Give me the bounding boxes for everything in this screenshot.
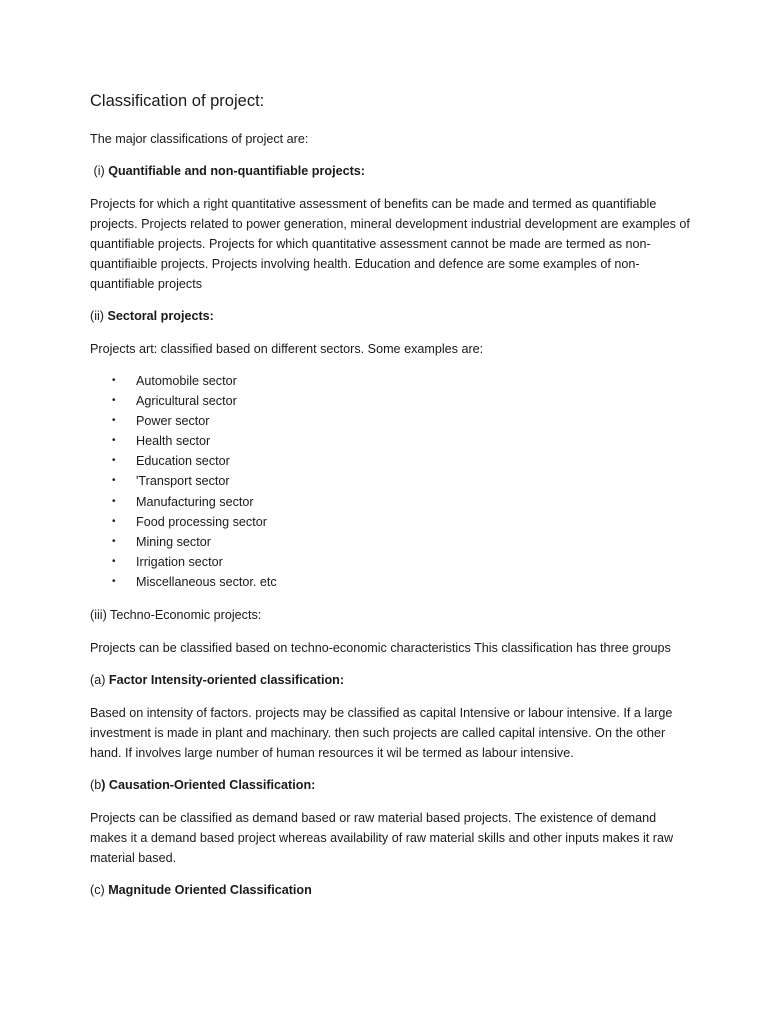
list-item xyxy=(90,532,690,552)
bullet-icon: • xyxy=(112,555,116,567)
bullet-icon: • xyxy=(112,535,116,547)
sub-c-heading xyxy=(90,880,690,900)
section-1-prefix: (i) xyxy=(90,164,109,178)
list-item-label: Miscellaneous sector. etc xyxy=(136,574,277,589)
section-1-title: Quantifiable and non-quantifiable projects: xyxy=(108,164,365,178)
section-1-heading xyxy=(90,161,690,181)
list-item-label: Irrigation sector xyxy=(136,554,223,569)
list-item-label: Health sector xyxy=(136,434,211,449)
sub-a-prefix: (a) xyxy=(90,673,109,688)
list-item-label: Manufacturing sector xyxy=(136,494,254,509)
sub-a-heading xyxy=(90,670,690,690)
list-item-label: Automobile sector xyxy=(136,374,237,388)
sub-a-body: Based on intensity of factors. projects may be classified as capital Intensive or labour intensive. If a large investment is made in plant and machinary. then such projects are called capital intensive. On the other hand. If involves large number of human resources it wil be termed as labour intensive. xyxy=(90,706,673,761)
list-item xyxy=(90,512,690,532)
sub-c-prefix: (c) xyxy=(90,883,109,898)
bullet-icon: • xyxy=(112,475,116,487)
bullet-icon: • xyxy=(112,415,116,427)
bullet-icon: • xyxy=(112,435,116,447)
sub-b-heading xyxy=(90,775,690,795)
sub-b-title: ) Causation-Oriented Classification: xyxy=(101,778,316,793)
bullet-icon: • xyxy=(112,515,116,527)
list-item xyxy=(90,492,690,512)
page-title: Classification of project: xyxy=(90,92,265,110)
document-page xyxy=(90,88,690,913)
list-item-label: Power sector xyxy=(136,414,210,429)
bullet-icon: • xyxy=(112,395,116,407)
list-item xyxy=(90,371,690,391)
sub-b-body: Projects can be classified as demand based or raw material based projects. The existence of demand makes it a demand based project whereas availability of raw material skills and other inputs makes it raw material based. xyxy=(90,811,674,866)
list-item xyxy=(90,451,690,471)
sector-list xyxy=(90,371,690,592)
intro-paragraph: The major classifications of project are: xyxy=(90,132,309,146)
section-2-body: Projects art: classified based on different sectors. Some examples are: xyxy=(90,342,484,356)
section-2-heading xyxy=(90,306,690,326)
section-2-title: Sectoral projects: xyxy=(107,309,214,323)
bullet-icon: • xyxy=(112,495,116,507)
list-item xyxy=(90,391,690,411)
list-item-label: Education sector xyxy=(136,454,230,469)
list-item xyxy=(90,552,690,572)
list-item xyxy=(90,471,690,491)
bullet-icon: • xyxy=(112,455,116,467)
sub-c-title: Magnitude Oriented Classification xyxy=(108,883,312,898)
sub-b-prefix: (b xyxy=(90,778,102,793)
bullet-icon: • xyxy=(112,575,116,587)
section-2-prefix: (ii) xyxy=(90,309,108,323)
sub-a-title: Factor Intensity-oriented classification: xyxy=(108,673,345,688)
list-item xyxy=(90,431,690,451)
list-item xyxy=(90,572,690,592)
section-3-body: Projects can be classified based on techno-economic characteristics This classification has three groups xyxy=(90,641,671,656)
list-item xyxy=(90,411,690,431)
list-item-label: 'Transport sector xyxy=(136,474,230,489)
list-item-label: Mining sector xyxy=(136,534,211,549)
list-item-label: Agricultural sector xyxy=(136,394,237,409)
list-item-label: Food processing sector xyxy=(136,514,267,529)
section-1-body: Projects for which a right quantitative assessment of benefits can be made and termed as quantifiable projects. Projects related to power generation, mineral development industrial development are examples of quantifiable projects. Projects for which quantitative assessment cannot be made are termed as non-quantifiaible projects. Projects involving health. Education and defence are some examples of non-quantifiable projects xyxy=(90,197,690,291)
bullet-icon: • xyxy=(112,375,116,386)
section-3-heading: (iii) Techno-Economic projects: xyxy=(90,608,262,623)
